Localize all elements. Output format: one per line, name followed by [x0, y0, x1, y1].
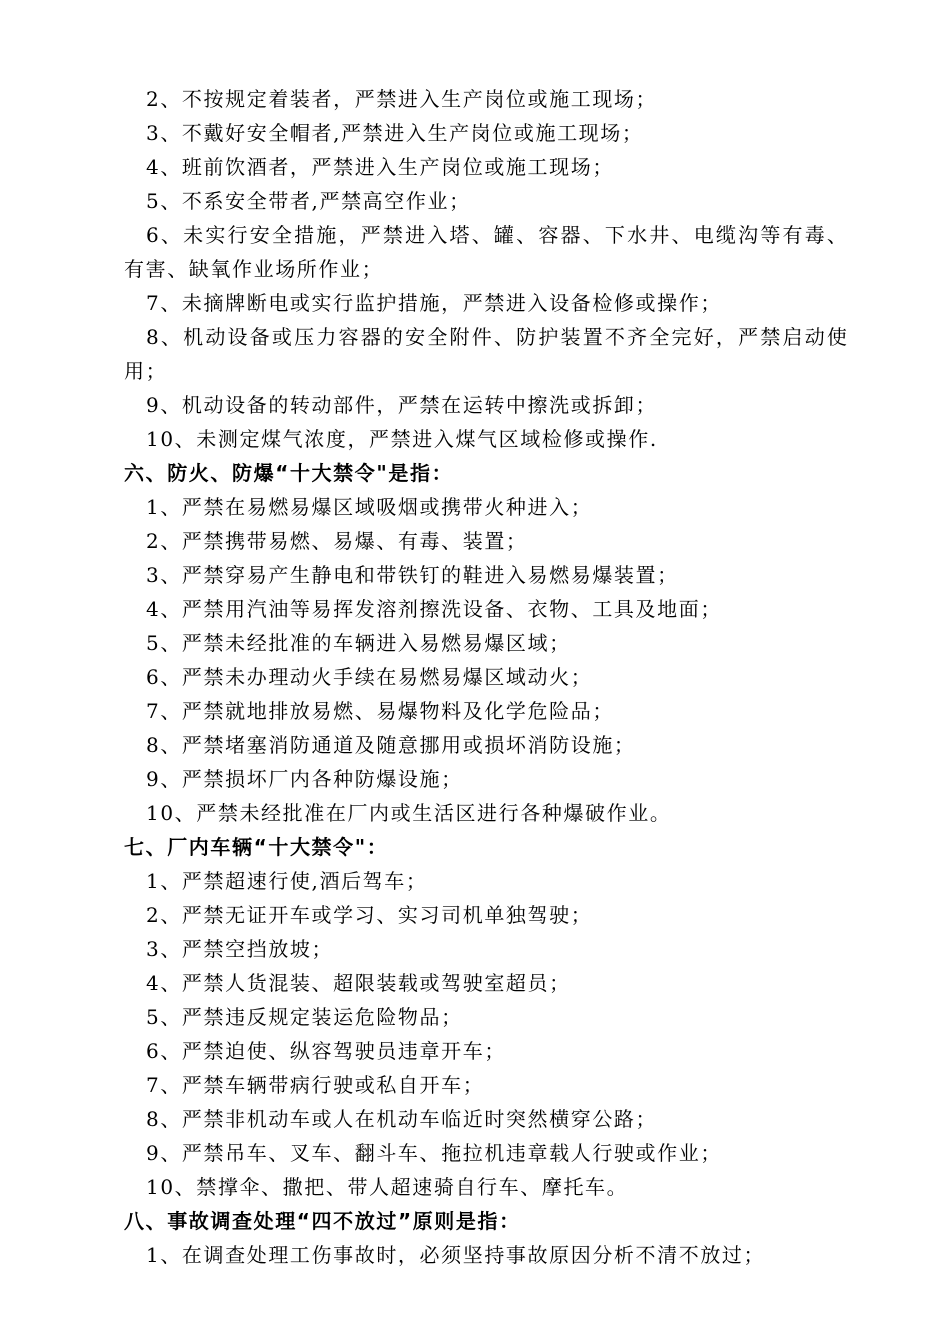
list-item: 4、班前饮酒者，严禁进入生产岗位或施工现场；: [146, 155, 614, 179]
list-item: 6、未实行安全措施，严禁进入塔、罐、容器、下水井、电缆沟等有毒、: [146, 223, 850, 247]
list-item: 9、机动设备的转动部件，严禁在运转中擦洗或拆卸；: [146, 393, 658, 417]
list-item-continuation: 用；: [124, 359, 168, 383]
list-item: 5、不系安全带者,严禁高空作业；: [146, 189, 471, 213]
list-item: 5、严禁违反规定装运危险物品；: [146, 1005, 463, 1029]
list-item: 9、严禁吊车、叉车、翻斗车、拖拉机违章载人行驶或作业；: [146, 1141, 722, 1165]
list-item: 9、严禁损坏厂内各种防爆设施；: [146, 767, 463, 791]
list-item: 10、严禁未经批准在厂内或生活区进行各种爆破作业。: [146, 801, 672, 825]
list-item: 4、严禁人货混装、超限装载或驾驶室超员；: [146, 971, 571, 995]
section-heading-vehicles: 七、厂内车辆“十大禁令"：: [124, 835, 389, 859]
list-item: 7、严禁就地排放易燃、易爆物料及化学危险品；: [146, 699, 614, 723]
list-item: 2、不按规定着装者，严禁进入生产岗位或施工现场；: [146, 87, 658, 111]
list-item: 6、严禁迫使、纵容驾驶员违章开车；: [146, 1039, 506, 1063]
list-item: 5、严禁未经批准的车辆进入易燃易爆区域；: [146, 631, 571, 655]
list-item: 6、严禁未办理动火手续在易燃易爆区域动火；: [146, 665, 593, 689]
list-item: 1、严禁在易燃易爆区域吸烟或携带火种进入；: [146, 495, 593, 519]
list-item: 4、严禁用汽油等易挥发溶剂擦洗设备、衣物、工具及地面；: [146, 597, 722, 621]
list-item: 8、严禁堵塞消防通道及随意挪用或损坏消防设施；: [146, 733, 636, 757]
list-item: 8、机动设备或压力容器的安全附件、防护装置不齐全完好，严禁启动使: [146, 325, 850, 349]
list-item: 8、严禁非机动车或人在机动车临近时突然横穿公路；: [146, 1107, 658, 1131]
list-item: 2、严禁无证开车或学习、实习司机单独驾驶；: [146, 903, 593, 927]
list-item: 10、未测定煤气浓度，严禁进入煤气区域检修或操作.: [146, 427, 658, 451]
list-item-continuation: 有害、缺氧作业场所作业；: [124, 257, 384, 281]
section-heading-accident-investigation: 八、事故调查处理“四不放过”原则是指：: [124, 1209, 521, 1233]
list-item: 3、严禁穿易产生静电和带铁钉的鞋进入易燃易爆装置；: [146, 563, 679, 587]
list-item: 3、严禁空挡放坡；: [146, 937, 334, 961]
list-item: 7、严禁车辆带病行驶或私自开车；: [146, 1073, 485, 1097]
list-item: 7、未摘牌断电或实行监护措施，严禁进入设备检修或操作；: [146, 291, 722, 315]
section-heading-fire-explosion: 六、防火、防爆“十大禁令"是指：: [124, 461, 454, 485]
list-item: 3、不戴好安全帽者,严禁进入生产岗位或施工现场；: [146, 121, 644, 145]
list-item: 1、在调查处理工伤事故时，必须坚持事故原因分析不清不放过；: [146, 1243, 766, 1267]
list-item: 1、严禁超速行使,酒后驾车；: [146, 869, 428, 893]
list-item: 10、禁撑伞、撒把、带人超速骑自行车、摩托车。: [146, 1175, 629, 1199]
list-item: 2、严禁携带易燃、易爆、有毒、装置；: [146, 529, 528, 553]
document-body: [124, 82, 864, 1272]
